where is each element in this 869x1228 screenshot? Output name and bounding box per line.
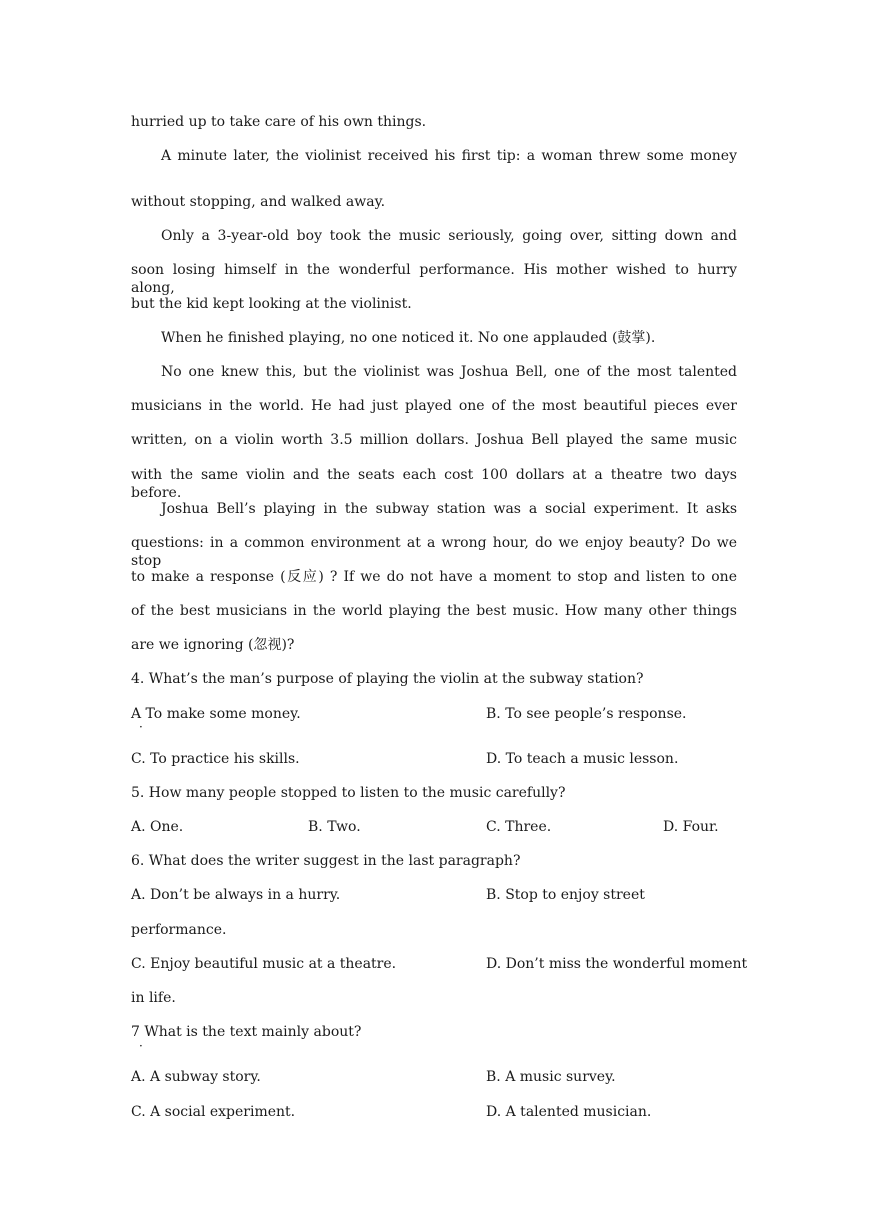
passage-line: musicians in the world. He had just played one of the most beautiful pieces ever [131,398,737,414]
option-6d: D. Don’t miss the wonderful moment [486,956,748,972]
passage-line: No one knew this, but the violinist was Joshua Bell, one of the most talented [161,364,737,380]
option-6c: C. Enjoy beautiful music at a theatre. [131,956,397,972]
question-stem-6: 6. What does the writer suggest in the last paragraph? [131,853,521,869]
passage-line: but the kid kept looking at the violinist. [131,296,412,312]
passage-line: hurried up to take care of his own things. [131,114,427,130]
passage-line: of the best musicians in the world playing the best music. How many other things [131,603,737,619]
passage-line: Joshua Bell’s playing in the subway station was a social experiment. It asks [161,501,737,517]
passage-line: questions: in a common environment at a wrong hour, do we enjoy beauty? Do we stop [131,535,737,569]
question-stem-7: 7 What is the text mainly about? [131,1024,362,1040]
option-6d-continued: in life. [131,990,176,1006]
question-stem-5: 5. How many people stopped to listen to the music carefully? [131,785,566,801]
passage-line: When he finished playing, no one noticed it. No one applauded (鼓掌). [161,330,656,346]
option-6b-continued: performance. [131,922,227,938]
option-6b: B. Stop to enjoy street [486,887,645,903]
dot-mark: · [139,720,143,734]
option-4c: C. To practice his skills. [131,751,300,767]
option-7a: A. A subway story. [131,1069,261,1085]
option-5a: A. One. [131,819,184,835]
dot-mark: · [139,1039,143,1053]
option-4a: A To make some money. [131,706,301,722]
passage-line: A minute later, the violinist received his first tip: a woman threw some money [161,148,737,164]
option-7b: B. A music survey. [486,1069,616,1085]
option-5d: D. Four. [663,819,719,835]
option-7c: C. A social experiment. [131,1104,296,1120]
passage-line: Only a 3-year-old boy took the music seriously, going over, sitting down and [161,228,737,244]
passage-line: soon losing himself in the wonderful performance. His mother wished to hurry along, [131,262,737,296]
passage-line: are we ignoring (忽视)? [131,637,295,653]
option-6a: A. Don’t be always in a hurry. [131,887,341,903]
option-5c: C. Three. [486,819,552,835]
passage-line: with the same violin and the seats each cost 100 dollars at a theatre two days before. [131,467,737,501]
question-stem-4: 4. What’s the man’s purpose of playing the violin at the subway station? [131,671,644,687]
option-4b: B. To see people’s response. [486,706,687,722]
option-7d: D. A talented musician. [486,1104,652,1120]
passage-line: to make a response (反应) ? If we do not have a moment to stop and listen to one [131,569,737,585]
option-4d: D. To teach a music lesson. [486,751,679,767]
option-5b: B. Two. [308,819,361,835]
passage-line: without stopping, and walked away. [131,194,386,210]
passage-line: written, on a violin worth 3.5 million dollars. Joshua Bell played the same music [131,432,737,448]
